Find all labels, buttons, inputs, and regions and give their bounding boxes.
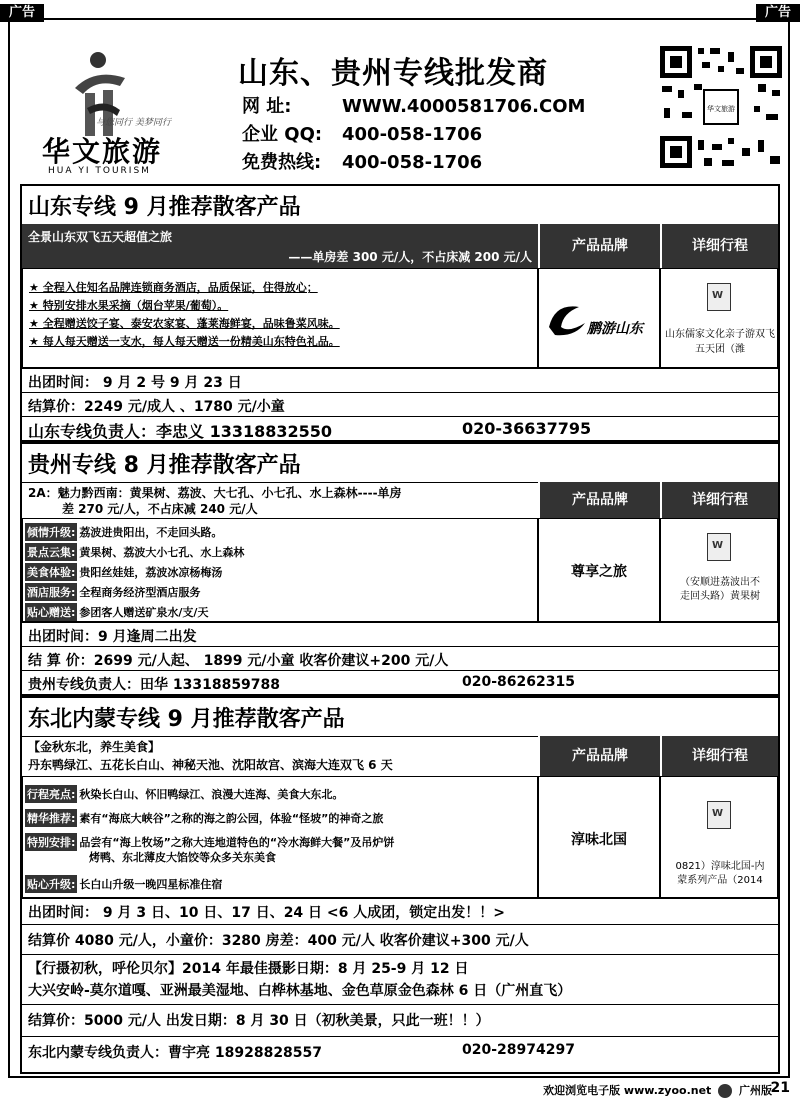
guizhou-itin-cell[interactable] [660, 518, 778, 622]
dongbei-price2: 结算价：5000 元/人 出发日期：8 月 30 日（初秋美景，只此一班！！） [28, 1013, 490, 1029]
website-line [242, 92, 585, 118]
page-number: 21 [770, 1080, 790, 1096]
guizhou-section [20, 442, 780, 696]
list-item: 精华推荐: 素有“海底大峡谷”之称的海之韵公园，体验“怪坡”的神奇之旅 [25, 809, 383, 827]
hotline-number: 400-058-1706 [342, 152, 483, 173]
brand-logo-pengyou-icon [545, 297, 653, 341]
shandong-section [20, 184, 780, 442]
hotline-line [242, 148, 482, 174]
dongbei-brand: 淳味北国 [571, 832, 627, 848]
guizhou-contact: 贵州专线负责人：田华 13318859788 [28, 677, 281, 693]
brand-slogan: 与您同行 美梦同行 [96, 118, 171, 128]
list-item: 景点云集: 黄果树、荔波大小七孔、水上森林 [25, 543, 244, 561]
qq-number: 400-058-1706 [342, 124, 483, 145]
header-title: 山东、贵州专线批发商 [238, 56, 548, 91]
qq-line [242, 120, 482, 146]
dongbei-subheader [22, 736, 538, 776]
dongbei-sub1: 【金秋东北，养生美食】 [28, 740, 161, 754]
list-item: 特别安排: 品尝有“海上牧场”之称大连地道特色的“冷水海鲜大餐”及吊炉饼 [25, 833, 394, 851]
list-item: 倾情升级: 荔波进贵阳出，不走回头路。 [25, 523, 222, 541]
dongbei-phone: 020-28974297 [462, 1042, 575, 1058]
brand-name: 华文旅游 [42, 135, 163, 168]
guizhou-phone: 020-86262315 [462, 674, 575, 690]
shandong-itin-cell[interactable] [660, 268, 778, 368]
list-item: 酒店服务: 全程商务经济型酒店服务 [25, 583, 200, 601]
list-item: ★ 全程赠送饺子宴、泰安农家宴、蓬莱海鲜宴，品味鲁菜风味。 [29, 317, 340, 330]
guizhou-depart: 出团时间：9 月逢周二出发 [28, 629, 197, 645]
shandong-sub2: ——单房差 300 元/人，不占床减 200 元/人 [288, 250, 532, 264]
footer [543, 1082, 772, 1098]
shandong-depart: 出团时间： 9 月 2 号 9 月 23 日 [28, 375, 242, 391]
brand-logo-text: 鹏游山东 [587, 321, 643, 337]
dongbei-contact: 东北内蒙专线负责人：曹宇亮 18928828557 [28, 1045, 323, 1061]
guizhou-brand-cell [538, 518, 660, 622]
shandong-bullets [22, 268, 538, 368]
shandong-subheader [22, 224, 538, 268]
list-item: ★ 全程入住知名品牌连锁商务酒店，品质保证，住得放心； [29, 281, 318, 294]
qr-code-icon[interactable] [658, 44, 784, 170]
dongbei-itin-cell[interactable] [660, 776, 778, 898]
guizhou-sub1: 2A：魅力黔西南：黄果树、荔波、大七孔、小七孔、水上森林----单房 [28, 486, 402, 500]
list-item: 贴心升级: 长白山升级一晚四星标准住宿 [25, 875, 222, 893]
ad-frame [8, 18, 790, 1078]
guizhou-subheader [22, 482, 538, 518]
website-label: 网 址: [242, 96, 292, 117]
document-icon[interactable] [707, 801, 731, 829]
guizhou-brand: 尊享之旅 [571, 564, 627, 580]
list-item: ★ 每人每天赠送一支水，每人每天赠送一份精美山东特色礼品。 [29, 335, 340, 348]
guizhou-price: 结 算 价：2699 元/人起、 1899 元/小童 收客价建议+200 元/人 [28, 653, 449, 669]
shandong-brand-cell [538, 268, 660, 368]
footer-edition: 广州版 [739, 1084, 772, 1097]
guizhou-features [22, 518, 538, 622]
hotline-label: 免费热线: [242, 152, 322, 173]
dongbei-depart: 出团时间： 9 月 3 日、10 日、17 日、24 日 <6 人成团，锁定出发！！> [28, 905, 505, 921]
dongbei-col-brand: 产品品牌 [538, 736, 660, 776]
dongbei-brand-cell [538, 776, 660, 898]
header [10, 20, 788, 182]
qr-caption: 华文旅游 [707, 105, 735, 113]
shandong-itin-link[interactable]: 山东儒家文化亲子游双飞五天团（潍 [665, 329, 775, 355]
list-item: 烤鸭、东北薄皮大馅饺等众多关东美食 [89, 851, 276, 864]
shandong-price: 结算价：2249 元/成人 、1780 元/小童 [28, 399, 285, 415]
list-item: 美食体验: 贵阳丝娃娃，荔波冰凉杨梅汤 [25, 563, 222, 581]
guizhou-title: 贵州专线 8 月推荐散客产品 [28, 453, 301, 478]
list-item: ★ 特别安排水果采摘（烟台苹果/葡萄）。 [29, 299, 229, 312]
brand-name-en: HUA YI TOURISM [48, 166, 151, 176]
guizhou-col-itin: 详细行程 [660, 482, 778, 518]
shandong-sub1: 全景山东双飞五天超值之旅 [28, 230, 173, 244]
shandong-title: 山东专线 9 月推荐散客产品 [28, 195, 301, 220]
shandong-col-itin: 详细行程 [660, 224, 778, 268]
document-icon[interactable] [707, 533, 731, 561]
document-icon[interactable] [707, 283, 731, 311]
list-item: 行程亮点: 秋染长白山、怀旧鸭绿江、浪漫大连海、美食大东北。 [25, 785, 343, 803]
footer-text[interactable]: 欢迎浏览电子版 www.zyoo.net [543, 1084, 712, 1097]
guizhou-col-brand: 产品品牌 [538, 482, 660, 518]
dongbei-sub2: 丹东鸭绿江、五花长白山、神秘天池、沈阳故宫、滨海大连双飞 6 天 [28, 758, 393, 772]
dongbei-promo2: 大兴安岭-莫尔道嘎、亚洲最美湿地、白桦林基地、金色草原金色森林 6 日（广州直飞） [28, 983, 572, 999]
website-url[interactable]: WWW.4000581706.COM [342, 96, 586, 117]
edition-badge-icon [718, 1084, 732, 1098]
shandong-col-brand: 产品品牌 [538, 224, 660, 268]
dongbei-features [22, 776, 538, 898]
dongbei-col-itin: 详细行程 [660, 736, 778, 776]
dongbei-title: 东北内蒙专线 9 月推荐散客产品 [28, 707, 345, 732]
dongbei-promo1: 【行摄初秋，呼伦贝尔】2014 年最佳摄影日期：8 月 25-9 月 12 日 [28, 961, 469, 977]
dongbei-itin-line1[interactable]: 0821）淳味北国-内 [675, 861, 765, 872]
dongbei-price: 结算价 4080 元/人，小童价：3280 房差：400 元/人 收客价建议+300 元/人 [28, 933, 529, 949]
ad-label-left: 广告 [0, 4, 44, 22]
dongbei-itin-line2[interactable]: 蒙系列产品（2014 [677, 875, 763, 886]
guizhou-itin-line1[interactable]: （安顺进荔波出不 [680, 577, 760, 588]
guizhou-itin-line2[interactable]: 走回头路）黄果树 [680, 591, 760, 602]
ad-label-right: 广告 [756, 4, 800, 22]
list-item: 贴心赠送: 参团客人赠送矿泉水/支/天 [25, 603, 208, 621]
dongbei-section [20, 696, 780, 1074]
shandong-phone: 020-36637795 [462, 419, 592, 438]
shandong-contact: 山东专线负责人：李忠义 13318832550 [28, 422, 333, 441]
guizhou-sub2: 差 270 元/人，不占床减 240 元/人 [62, 502, 258, 516]
qq-label: 企业 QQ: [242, 124, 323, 145]
